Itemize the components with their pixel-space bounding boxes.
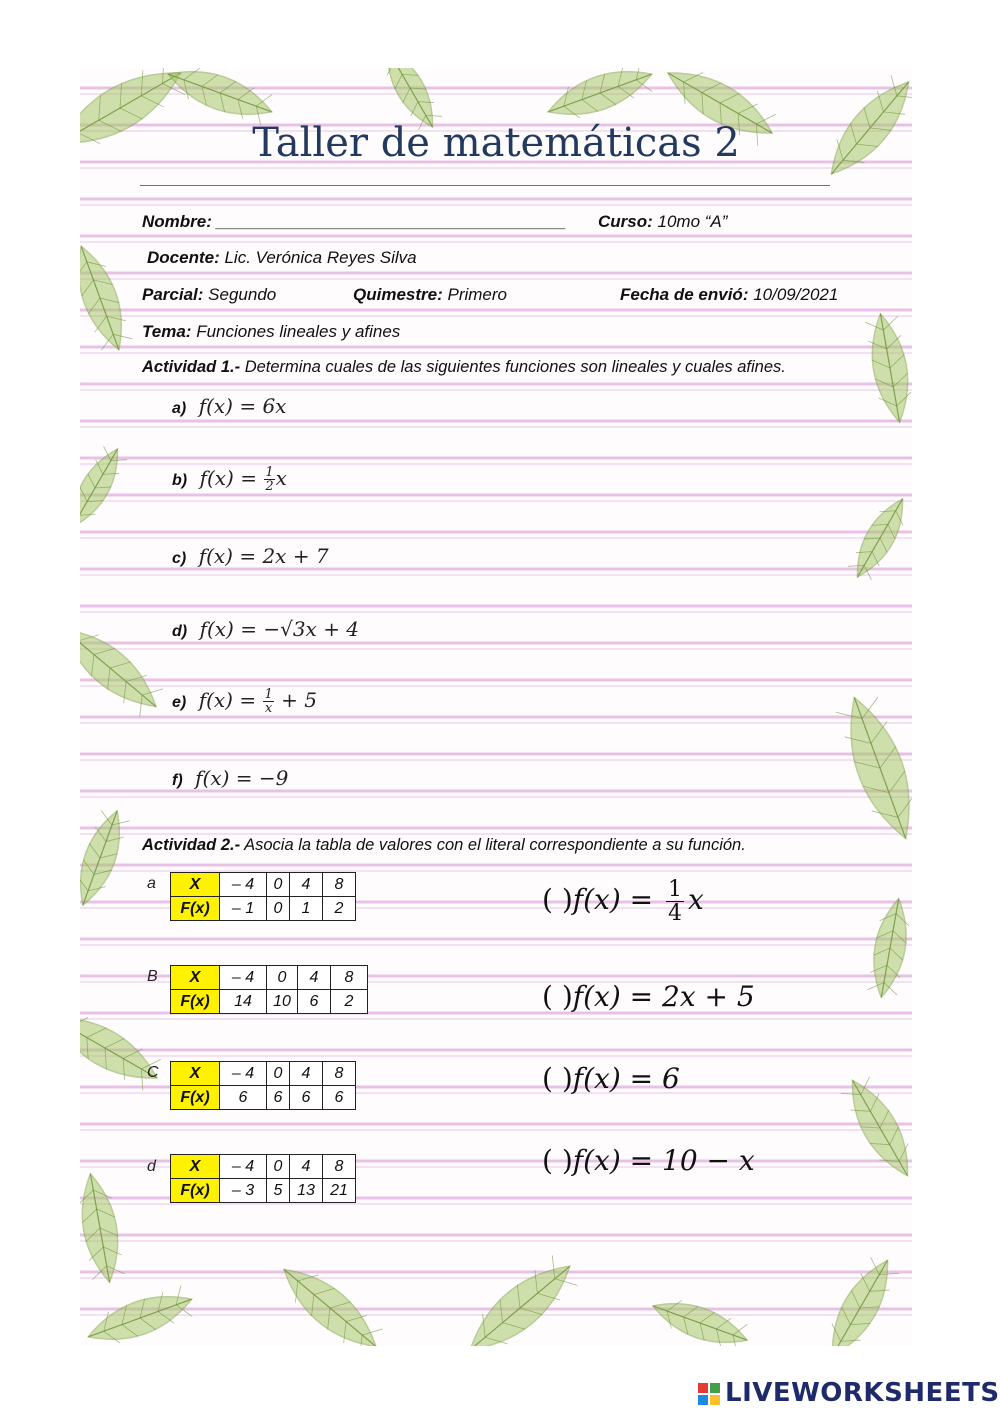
leaf-icon [80, 616, 168, 721]
table-cell: 13 [290, 1179, 323, 1203]
option-4 [542, 1144, 755, 1177]
docente-label: Docente: [147, 248, 220, 267]
option-rhs: 10 − x [662, 1144, 755, 1177]
fx-header: F(x) [171, 1179, 220, 1203]
table-cell: 4 [290, 873, 323, 897]
nombre-field[interactable]: _____________________________________ [216, 212, 567, 231]
table-cell: – 4 [220, 966, 267, 990]
function-item-e [172, 688, 317, 715]
leaf-icon [80, 442, 129, 533]
activity2-heading [142, 836, 746, 855]
quimestre-value: Primero [447, 285, 507, 304]
fx-header: F(x) [171, 990, 220, 1014]
table-cell: 6 [323, 1086, 356, 1110]
table-cell: 5 [267, 1179, 290, 1203]
table-cell: – 4 [220, 873, 267, 897]
table-row [171, 1086, 356, 1110]
answer-blank[interactable]: ( ) [542, 883, 573, 917]
function-rhs: 2x + 7 [262, 544, 329, 568]
fx-header: F(x) [171, 1086, 220, 1110]
leaf-icon [83, 1284, 198, 1346]
title-divider [140, 185, 830, 186]
item-letter: e) [172, 694, 187, 711]
option-1 [542, 878, 704, 925]
table-cell: 8 [323, 1155, 356, 1179]
x-header: X [171, 966, 220, 990]
liveworksheets-logo-icon [697, 1382, 721, 1406]
table-cell: 0 [267, 873, 290, 897]
page-title: Taller de matemáticas 2 [252, 120, 740, 166]
table-cell: 8 [323, 1062, 356, 1086]
value-table-d [170, 1154, 356, 1203]
function-item-a [172, 394, 286, 418]
option-3 [542, 1062, 680, 1095]
fraction-denominator: x [264, 701, 273, 716]
fraction-numerator: 1 [668, 877, 683, 902]
leaf-icon [846, 492, 912, 583]
fraction-denominator: 2 [265, 479, 274, 494]
function-expression [198, 687, 317, 716]
option-lhs: f(x) = [572, 1144, 663, 1177]
watermark-text: LIVEWORKSHEETS [725, 1378, 1000, 1408]
function-rhs: −9 [258, 766, 289, 790]
activity2-instruction: Asocia la tabla de valores con el literal correspondiente a su función. [244, 836, 746, 854]
table-row [171, 873, 356, 897]
x-header: X [171, 1155, 220, 1179]
answer-blank[interactable]: ( ) [542, 980, 573, 1013]
leaf-icon [867, 896, 912, 1000]
table-cell: 4 [298, 966, 331, 990]
table-cell: 6 [290, 1086, 323, 1110]
answer-blank[interactable]: ( ) [542, 1144, 573, 1177]
table-cell: 4 [290, 1062, 323, 1086]
function-item-b [172, 466, 287, 493]
fecha-label: Fecha de envió: [620, 285, 749, 304]
function-lhs: f(x) = [195, 766, 259, 790]
leaf-icon [163, 68, 278, 127]
leaf-icon [648, 1292, 752, 1346]
leaf-icon [80, 241, 134, 356]
activity1-heading [142, 358, 786, 377]
function-rhs: + 5 [281, 688, 317, 712]
function-expression [195, 766, 288, 790]
table-cell: 2 [323, 897, 356, 921]
fraction [263, 688, 273, 715]
table-cell: 0 [267, 1062, 290, 1086]
function-expression [199, 465, 287, 494]
option-rhs: 6 [662, 1062, 680, 1095]
leaf-icon [80, 1171, 126, 1285]
item-letter: c) [172, 550, 187, 567]
fecha-row [620, 285, 838, 305]
curso-value: 10mo “A” [657, 212, 728, 231]
function-lhs: f(x) = [199, 617, 264, 641]
value-table-a [170, 872, 356, 921]
table-cell: 8 [331, 966, 368, 990]
quimestre-label: Quimestre: [353, 285, 443, 304]
option-rhs: x [688, 883, 704, 917]
leaf-icon [864, 311, 912, 425]
option-rhs: 2x + 5 [662, 980, 755, 1013]
docente-row [147, 248, 417, 268]
nombre-label: Nombre: [142, 212, 212, 231]
item-letter: f) [172, 772, 183, 789]
tema-value: Funciones lineales y afines [196, 322, 401, 341]
leaf-icon [543, 68, 658, 127]
parcial-label: Parcial: [142, 285, 204, 304]
worksheet-page [80, 68, 912, 1346]
table-cell: 2 [331, 990, 368, 1014]
table-cell: 14 [220, 990, 267, 1014]
answer-blank[interactable]: ( ) [542, 1062, 573, 1095]
table-row [171, 897, 356, 921]
table-row [171, 966, 368, 990]
table-cell: – 1 [220, 897, 267, 921]
function-rhs: x [275, 466, 287, 490]
value-table-c [170, 1061, 356, 1110]
table-cell: – 4 [220, 1155, 267, 1179]
leaf-icon [80, 806, 131, 910]
table-label-c: C [147, 1064, 159, 1081]
table-cell: 0 [267, 897, 290, 921]
function-item-f [172, 766, 288, 790]
table-cell: 0 [267, 966, 298, 990]
x-header: X [171, 1062, 220, 1086]
parcial-row [142, 285, 276, 305]
quimestre-row [353, 285, 507, 305]
parcial-value: Segundo [208, 285, 277, 304]
item-letter: d) [172, 623, 188, 640]
fraction [666, 878, 684, 925]
table-cell: 6 [298, 990, 331, 1014]
curso-label: Curso: [598, 212, 653, 231]
activity2-label: Actividad 2.- [142, 836, 241, 854]
table-label-a: a [147, 875, 156, 892]
x-header: X [171, 873, 220, 897]
tema-row [142, 322, 400, 342]
table-cell: 10 [267, 990, 298, 1014]
function-rhs: −√3x + 4 [263, 617, 360, 641]
value-table-b [170, 965, 368, 1014]
fecha-value: 10/09/2021 [753, 285, 839, 304]
nombre-row [142, 212, 566, 232]
table-cell: 1 [290, 897, 323, 921]
table-cell: – 4 [220, 1062, 267, 1086]
liveworksheets-logo[interactable] [697, 1378, 1000, 1408]
item-letter: b) [172, 472, 188, 489]
function-item-c [172, 544, 329, 568]
function-lhs: f(x) = [198, 688, 263, 712]
leaf-icon [833, 690, 912, 846]
leaf-icon [838, 1072, 912, 1184]
option-2 [542, 980, 755, 1013]
function-lhs: f(x) = [198, 394, 263, 418]
leaf-icon [458, 1251, 583, 1346]
leaf-icon [272, 1256, 387, 1346]
table-label-d: d [147, 1158, 156, 1175]
table-cell: 21 [323, 1179, 356, 1203]
tema-label: Tema: [142, 322, 192, 341]
table-cell: 6 [220, 1086, 267, 1110]
function-expression [199, 544, 329, 568]
function-rhs: 6x [262, 394, 287, 418]
table-row [171, 1062, 356, 1086]
fraction-denominator: 4 [668, 901, 683, 927]
table-cell: 0 [267, 1155, 290, 1179]
table-label-b: B [147, 968, 158, 985]
option-lhs: f(x) = [572, 1062, 663, 1095]
table-cell: 6 [267, 1086, 290, 1110]
option-lhs: f(x) = [572, 980, 663, 1013]
table-row [171, 1179, 356, 1203]
fraction-numerator: 1 [265, 465, 274, 480]
table-cell: – 3 [220, 1179, 267, 1203]
fx-header: F(x) [171, 897, 220, 921]
fraction [264, 466, 274, 493]
function-lhs: f(x) = [199, 466, 264, 490]
docente-value: Lic. Verónica Reyes Silva [224, 248, 417, 267]
item-letter: a) [172, 400, 187, 417]
leaf-icon [818, 1252, 902, 1346]
table-row [171, 1155, 356, 1179]
fraction-numerator: 1 [264, 687, 273, 702]
function-expression [199, 394, 287, 418]
curso-row [598, 212, 727, 232]
table-cell: 8 [323, 873, 356, 897]
function-expression [200, 617, 359, 641]
activity1-label: Actividad 1.- [142, 358, 241, 376]
function-item-d [172, 617, 359, 641]
table-cell: 4 [290, 1155, 323, 1179]
function-lhs: f(x) = [198, 544, 263, 568]
activity1-instruction: Determina cuales de las siguientes funciones son lineales y cuales afines. [244, 358, 786, 376]
table-row [171, 990, 368, 1014]
option-lhs: f(x) = [572, 883, 663, 917]
